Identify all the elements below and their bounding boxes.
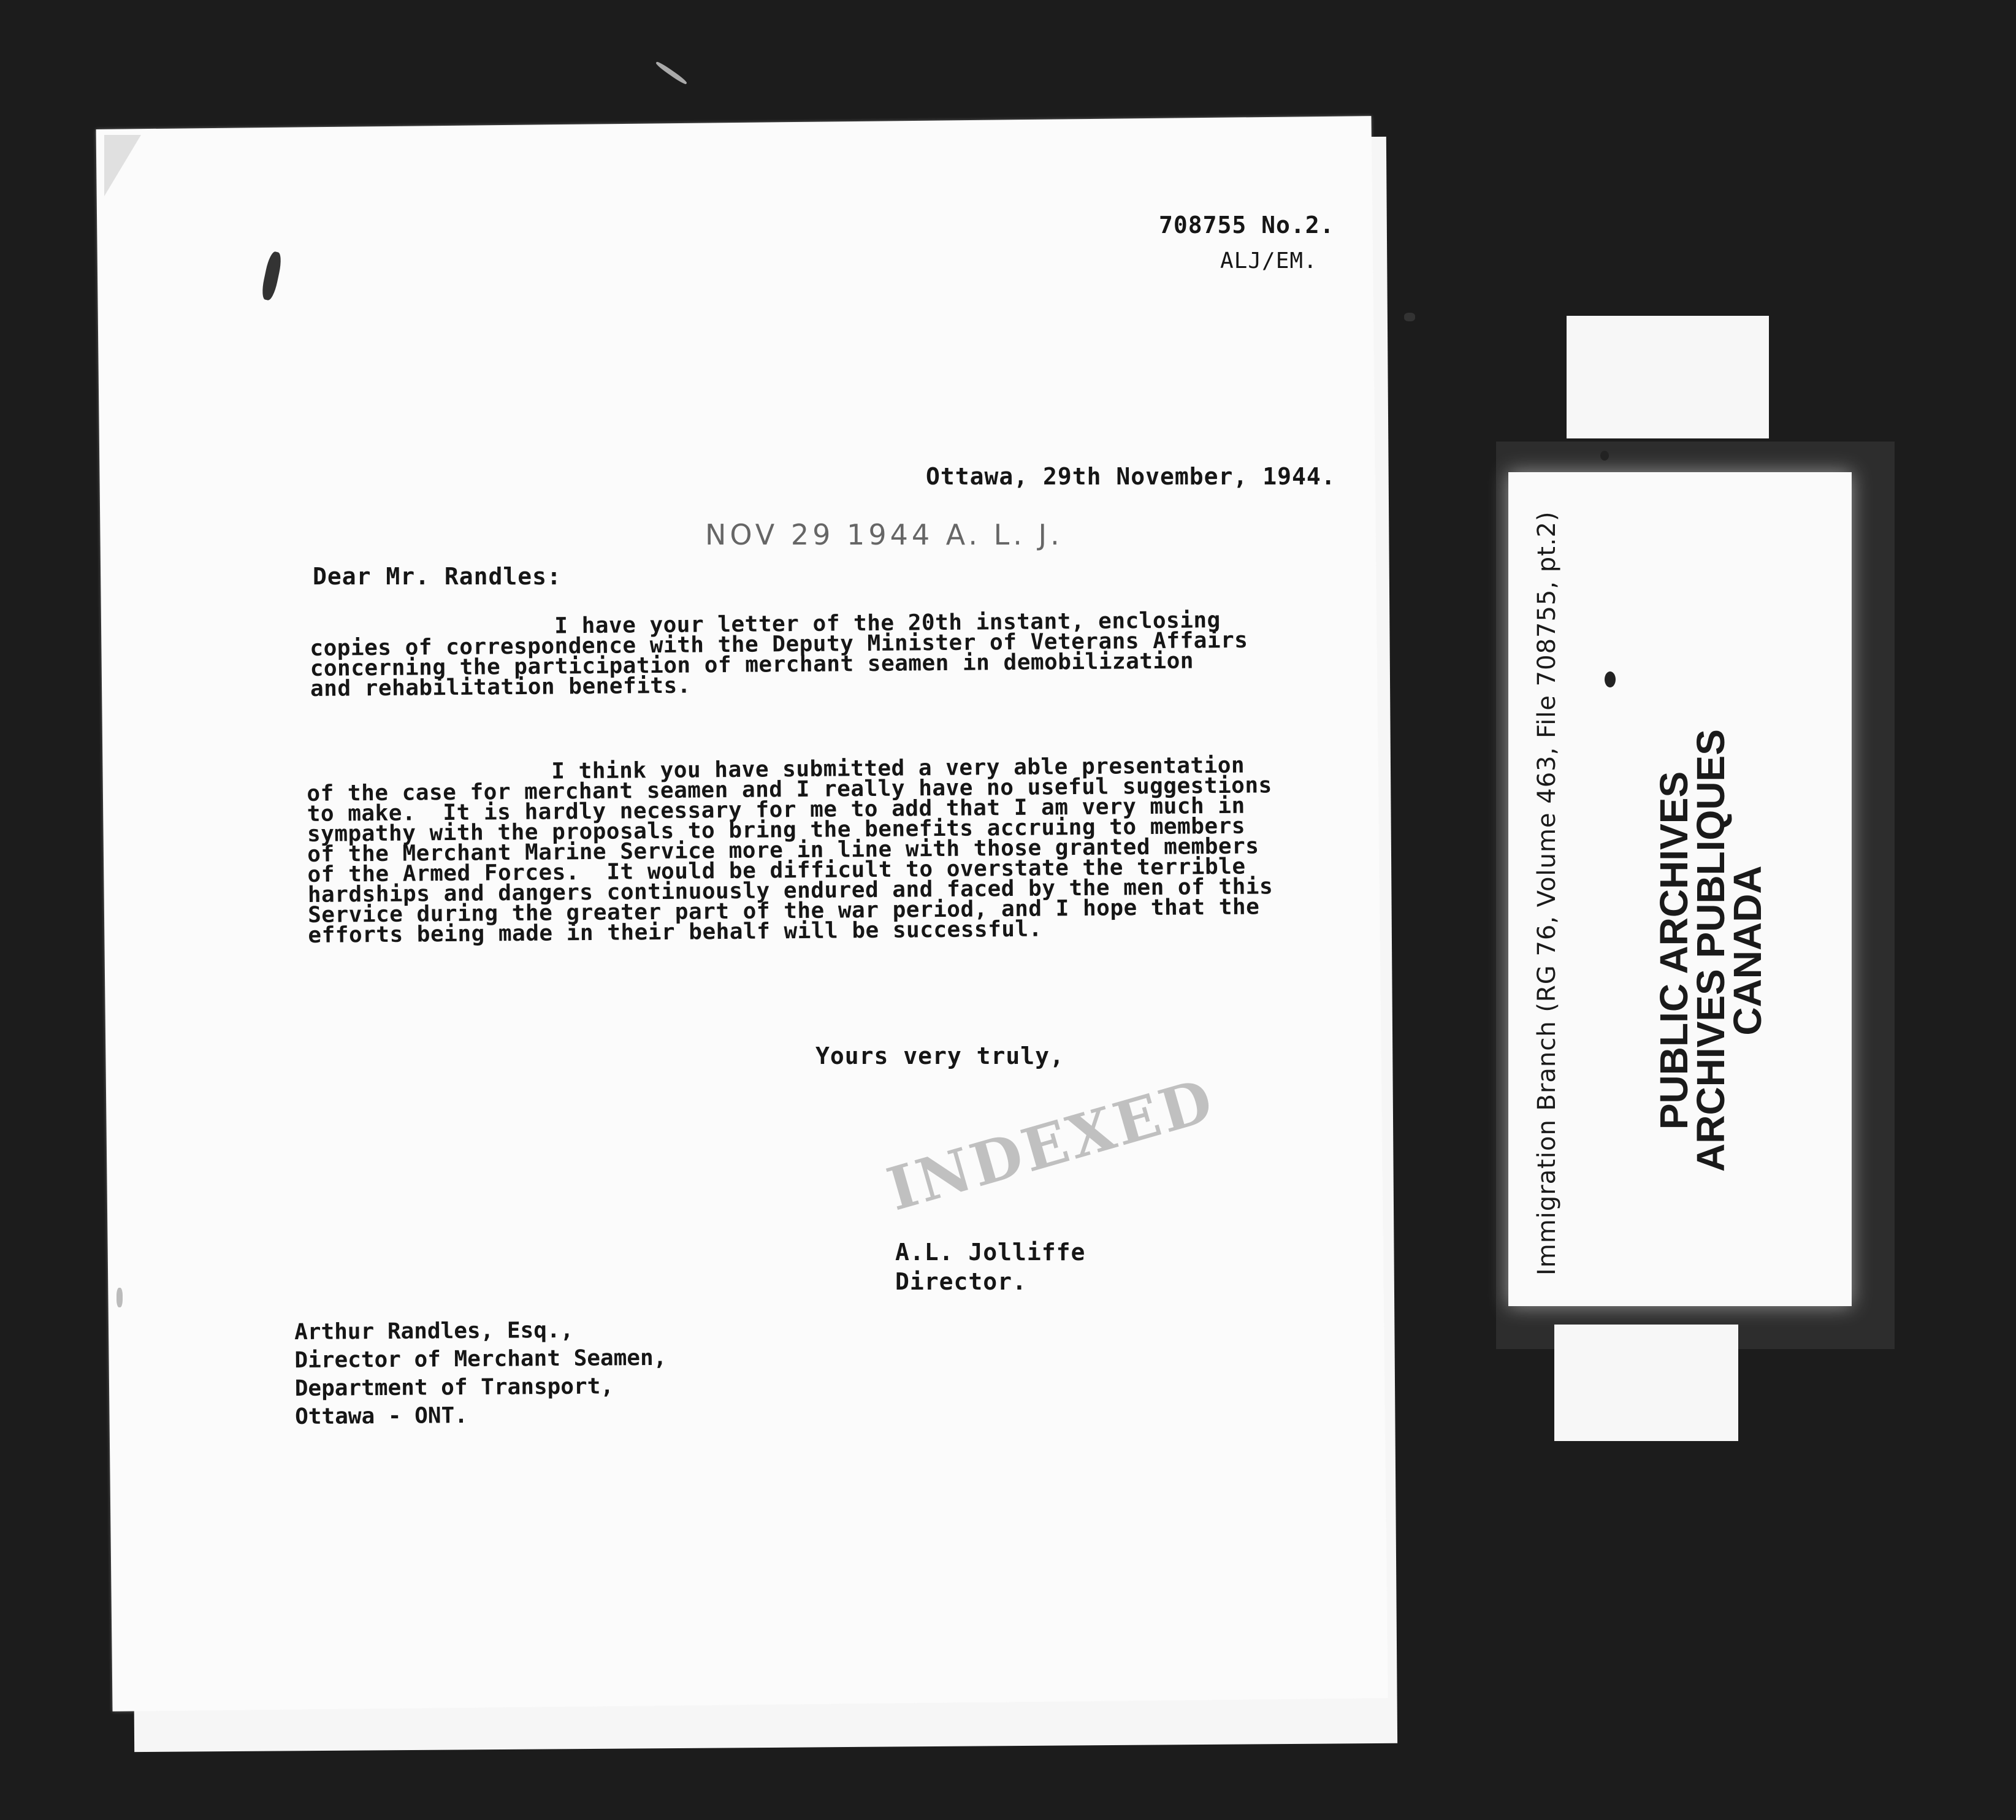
ink-spot xyxy=(1600,451,1609,461)
scan-scratch xyxy=(655,61,688,86)
paper-mark xyxy=(116,1288,123,1307)
label-top-tab xyxy=(1567,316,1769,438)
indexed-stamp: INDEXED xyxy=(880,1065,1222,1225)
archive-collection-reference: Immigration Branch (RG 76, Volume 463, File 708755, pt.2) xyxy=(1533,511,1561,1275)
salutation: Dear Mr. Randles: xyxy=(313,563,562,590)
received-date-stamp: NOV 29 1944 A. L. J. xyxy=(705,518,1063,551)
addressee-block: Arthur Randles, Esq., Director of Merchant Seamen, Department of Transport, Ottawa - ONT. xyxy=(294,1317,667,1429)
signatory-name: A.L. Jolliffe xyxy=(895,1239,1086,1266)
agency-line-3: CANADA xyxy=(1725,865,1770,1036)
file-reference: 708755 No.2. xyxy=(1159,212,1335,239)
ink-spot xyxy=(1605,671,1616,687)
date-line: Ottawa, 29th November, 1944. xyxy=(926,463,1336,490)
ink-spot xyxy=(1404,313,1415,321)
agency-line-2: ARCHIVES PUBLIQUES xyxy=(1689,729,1733,1172)
closing: Yours very truly, xyxy=(815,1042,1064,1069)
signatory-title: Director. xyxy=(895,1268,1027,1295)
archive-agency-name xyxy=(1652,644,1770,1257)
body-paragraph-2: I think you have submitted a very able presentation of the case for merchant seamen and I really have no useful suggestions to make. It is hardly necessary for me to add that I am very much in sympathy with the proposals to bring the benefits accruing to members of the Merchant Marine Service more in line with those granted members of the Armed Forces. It would be difficult to overstate the terrible hardships and dangers continuously endured and faced by the men of this Service during the greater part of the war period, and I hope that the efforts being made in their behalf will be successful. xyxy=(306,752,1273,948)
label-bottom-tab xyxy=(1554,1325,1738,1441)
agency-line-1: PUBLIC ARCHIVES xyxy=(1652,771,1696,1130)
initials-reference: ALJ/EM. xyxy=(1220,248,1318,273)
body-paragraph-1: I have your letter of the 20th instant, enclosing copies of correspondence with the Deputy Minister of Veterans Affairs concerning the participation of merchant seamen in demobilization and rehabilitation benefits. xyxy=(309,608,1248,702)
